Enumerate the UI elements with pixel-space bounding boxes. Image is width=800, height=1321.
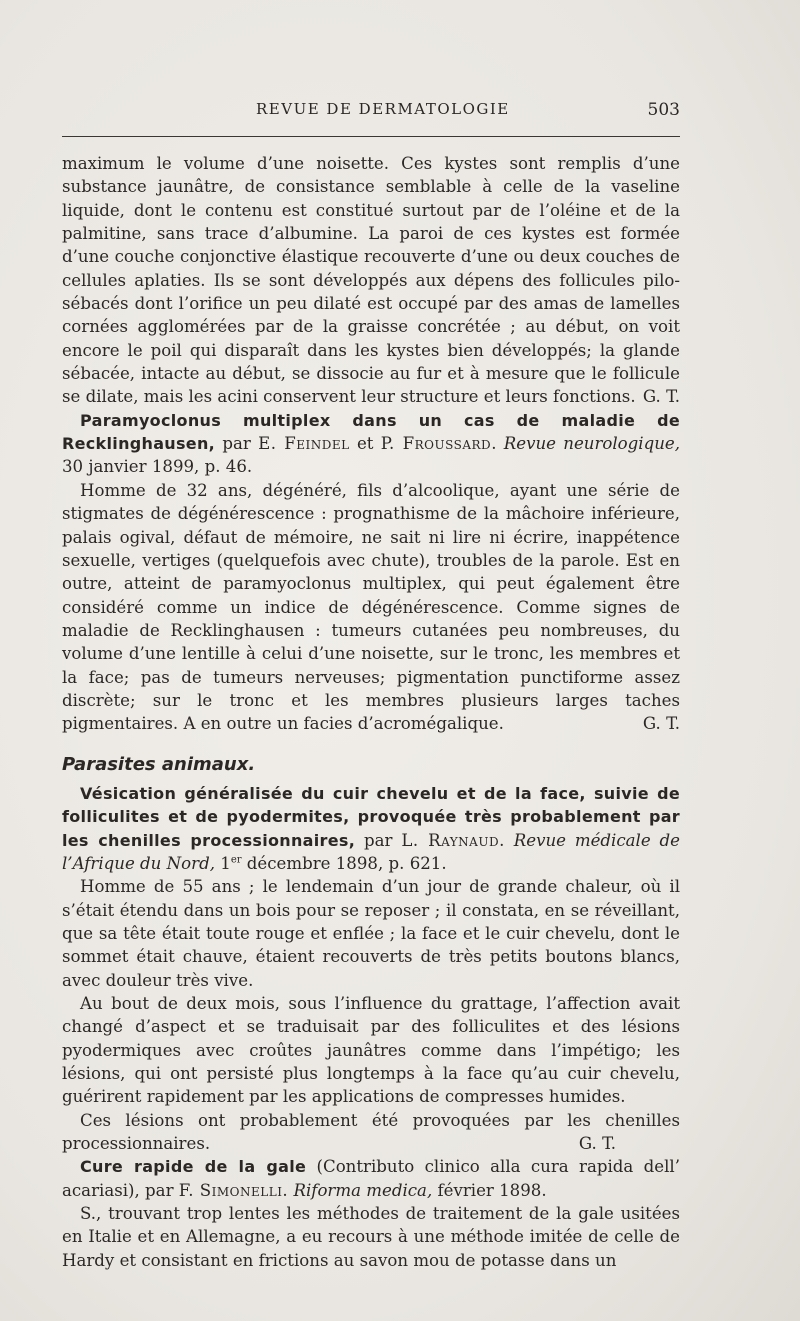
article-title: Vésication généralisée du cuir chevelu et de la face, suivie de folliculites et de pyodermites, provoquée très probablement par les chenilles processionnaires, [62, 783, 680, 850]
section-heading: Parasites animaux. [62, 753, 256, 775]
article-title: Paramyoclonus multiplex dans un cas de maladie de Recklinghausen, [62, 410, 680, 454]
article-body: Ces lésions ont probablement été provoquées par les chenilles processionnaires. G. T. [62, 1109, 680, 1156]
author: E. Feindel [258, 434, 350, 454]
article-heading-gale: Cure rapide de la gale (Contributo clinico alla cura rapida dell’ acariasi), par F. Simonelli. Riforma medica, février 1898. [62, 1157, 680, 1200]
journal-name: Revue médicale de l’Afrique du Nord, [62, 830, 680, 873]
paragraph-text: maximum le volume d’une noisette. Ces kystes sont remplis d’une substance jaunâtre, de consistance semblable à celle de la vaseline liquide, dont le contenu est constitué surtout par de l’oléine et de la palmitine, sans trace d’albumine. La paroi de ces kystes est formée d’une couche conjonctive élastique recouverte d’une ou deux couches de cellules aplaties. Ils se sont développés aux dépens des follicules pilo-sébacés dont l’orifice un peu dilaté est occupé par des amas de lamelles cornées agglomérées par de la graisse concrétée ; au début, on voit encore le poil qui disparaît dans les kystes bien développés; la glande sébacée, intacte au début, se dissocie au fur et à mesure que le follicule se dilate, mais les acini conservent leur structure et leurs fonctions. [62, 154, 680, 407]
running-title: REVUE DE DERMATOLOGIE [256, 100, 510, 118]
body-text [62, 152, 680, 1272]
citation: décembre 1898, p. 621. [241, 853, 447, 873]
journal-name: Revue neurologique, [503, 434, 681, 454]
article-body: Homme de 55 ans ; le lendemain d’un jour de grande chaleur, où il s’était étendu dans un bois pour se reposer ; il constata, en se réveillant, que sa tête était toute rouge et enflée ; la face et le cuir chevelu, dont le sommet était chauve, étaient recouverts de très petits boutons blancs, avec douleur très vive. [62, 877, 680, 990]
signature: G. T. [578, 1134, 616, 1154]
citation: 30 janvier 1899, p. 46. [62, 457, 253, 477]
page-number: 503 [647, 100, 680, 120]
signature: G. T. [642, 714, 680, 734]
article-body: Au bout de deux mois, sous l’influence du grattage, l’affection avait changé d’aspect et se traduisait par des folliculites et des lésions pyodermiques avec croûtes jaunâtres comme dans l’impétigo; les lésions, qui ont persisté plus longtemps à la face qu’au cuir chevelu, guérirent rapidement par les applications de compresses humides. [62, 994, 680, 1107]
header-rule [62, 136, 680, 137]
signature: G. T. [642, 387, 680, 407]
author: L. Raynaud. [401, 830, 505, 850]
article-body: Homme de 32 ans, dégénéré, fils d’alcoolique, ayant une série de stigmates de dégénérescence : prognathisme de la mâchoire inférieure, palais ogival, défaut de mémoire, ne sait ni lire ni écrire, inappétence sexuelle, vertiges (quelquefois avec chute), troubles de la parole. Est en outre, atteint de paramyoclonus multiplex, qui peut également être considéré comme un indice de dégénérescence. Comme signes de maladie de Recklinghausen : tumeurs cutanées peu nombreuses, du volume d’une lentille à celui d’une noisette, sur le tronc, les membres et la face; pas de tumeurs nerveuses; pigmentation punctiforme assez discrète; sur le tronc et les membres plusieurs larges taches pigmentaires. A en outre un facies d’acromégalique. G. T. [62, 479, 680, 736]
article-title: Cure rapide de la gale [80, 1157, 307, 1177]
article-heading-vesication: Vésication généralisée du cuir chevelu et de la face, suivie de folliculites et de pyodermites, provoquée très probablement par les chenilles processionnaires, par L. Raynaud. Revue médicale de l’Afrique du Nord, 1er décembre 1898, p. 621. [62, 783, 680, 873]
article-heading-paramyoclonus: Paramyoclonus multiplex dans un cas de maladie de Recklinghausen, par E. Feindel et P. Froussard. Revue neurologique, 30 janvier 1899, p. 46. [62, 410, 681, 477]
paragraph-continued [62, 152, 680, 409]
journal-name: Riforma medica, [293, 1180, 433, 1200]
author: P. Froussard [380, 434, 492, 454]
article-body: S., trouvant trop lentes les méthodes de traitement de la gale usitées en Italie et en Allemagne, a eu recours à une méthode imitée de celle de Hardy et consistant en frictions au savon mou de potasse dans un [62, 1204, 680, 1270]
page-header [62, 100, 680, 124]
citation: février 1898. [432, 1180, 547, 1200]
author: F. Simonelli. [178, 1180, 289, 1200]
